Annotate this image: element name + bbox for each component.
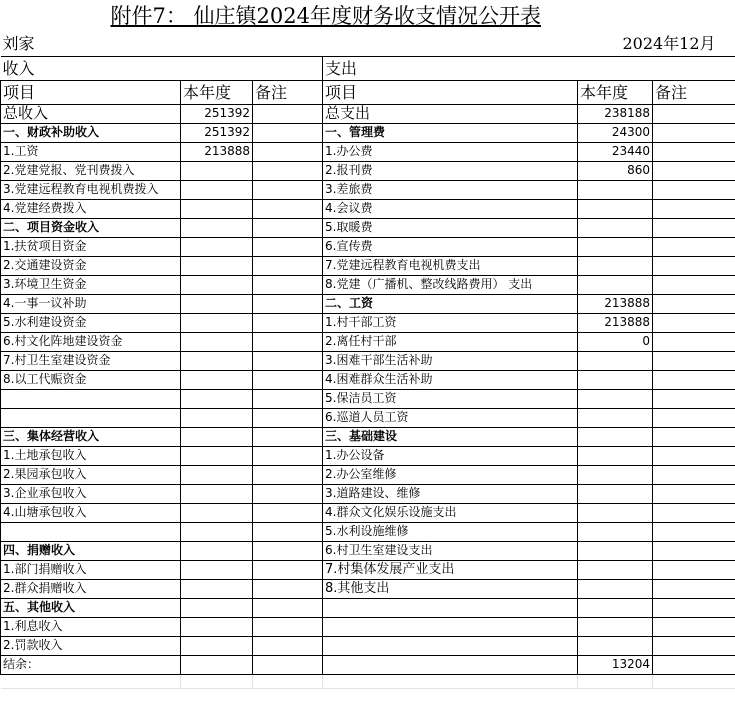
income-amount-cell [181, 560, 253, 579]
expense-note-cell [653, 617, 735, 636]
income-note-cell [253, 218, 323, 237]
expense-amount-cell [578, 598, 653, 617]
table-row [1, 256, 735, 275]
income-note-cell [253, 522, 323, 541]
expense-item-cell: 5.取暖费 [323, 218, 578, 237]
income-item-cell: 3.党建远程教育电视机费拨入 [1, 180, 181, 199]
table-row [1, 142, 735, 161]
expense-amount-cell [578, 427, 653, 446]
income-section-header: 收入 [1, 56, 323, 80]
empty-grid-cell [653, 674, 735, 688]
table-row [1, 484, 735, 503]
income-item-cell: 总收入 [1, 104, 181, 123]
table-row [1, 408, 735, 427]
table-row [1, 503, 735, 522]
table-row [1, 522, 735, 541]
income-item-cell: 1.土地承包收入 [1, 446, 181, 465]
income-item-cell: 5.水利建设资金 [1, 313, 181, 332]
income-amount-cell [181, 199, 253, 218]
expense-amount-cell: 213888 [578, 294, 653, 313]
expense-amount-cell [578, 180, 653, 199]
expense-note-cell [653, 294, 735, 313]
expense-note-cell [653, 465, 735, 484]
income-item-cell: 四、捐赠收入 [1, 541, 181, 560]
table-row [1, 180, 735, 199]
income-amount-cell [181, 218, 253, 237]
expense-amount-column-header: 本年度 [578, 80, 653, 104]
expense-note-cell [653, 636, 735, 655]
expense-item-cell: 2.报刊费 [323, 161, 578, 180]
expense-note-cell [653, 123, 735, 142]
expense-amount-cell: 23440 [578, 142, 653, 161]
empty-grid-cell [578, 674, 653, 688]
table-row [1, 541, 735, 560]
expense-note-cell [653, 237, 735, 256]
expense-note-cell [653, 503, 735, 522]
expense-amount-cell: 213888 [578, 313, 653, 332]
expense-item-cell: 3.差旅费 [323, 180, 578, 199]
expense-amount-cell [578, 617, 653, 636]
income-item-cell: 1.部门捐赠收入 [1, 560, 181, 579]
table-row [1, 161, 735, 180]
expense-note-cell [653, 484, 735, 503]
income-note-cell [253, 294, 323, 313]
income-amount-cell [181, 598, 253, 617]
income-item-cell: 2.党建党报、党刊费拨入 [1, 161, 181, 180]
expense-item-cell: 8.其他支出 [323, 579, 578, 598]
income-item-cell: 结余： [1, 655, 181, 674]
income-item-cell: 2.罚款收入 [1, 636, 181, 655]
village-name: 刘家 [2, 34, 35, 54]
expense-amount-cell [578, 446, 653, 465]
income-note-cell [253, 598, 323, 617]
table-row [1, 332, 735, 351]
income-note-cell [253, 199, 323, 218]
income-item-cell: 1.扶贫项目资金 [1, 237, 181, 256]
income-amount-cell [181, 408, 253, 427]
expense-item-cell: 1.办公费 [323, 142, 578, 161]
expense-item-cell: 2.办公室维修 [323, 465, 578, 484]
table-row [1, 389, 735, 408]
table-row [1, 598, 735, 617]
income-note-cell [253, 503, 323, 522]
income-amount-cell [181, 161, 253, 180]
expense-item-cell: 7.党建远程教育电视机费支出 [323, 256, 578, 275]
expense-item-cell: 4.困难群众生活补助 [323, 370, 578, 389]
expense-item-cell [323, 655, 578, 674]
income-amount-cell [181, 256, 253, 275]
income-note-cell [253, 541, 323, 560]
expense-item-cell: 2.离任村干部 [323, 332, 578, 351]
income-amount-cell [181, 579, 253, 598]
expense-note-cell [653, 370, 735, 389]
expense-item-cell: 4.会议费 [323, 199, 578, 218]
expense-note-cell [653, 389, 735, 408]
expense-amount-cell: 13204 [578, 655, 653, 674]
table-row [1, 465, 735, 484]
expense-item-cell: 二、工资 [323, 294, 578, 313]
income-amount-cell [181, 617, 253, 636]
expense-note-cell [653, 655, 735, 674]
expense-item-cell: 6.巡道人员工资 [323, 408, 578, 427]
income-item-cell: 1.工资 [1, 142, 181, 161]
expense-amount-cell [578, 351, 653, 370]
income-item-cell [1, 389, 181, 408]
income-amount-cell [181, 484, 253, 503]
income-item-cell: 2.群众捐赠收入 [1, 579, 181, 598]
expense-item-cell: 3.困难干部生活补助 [323, 351, 578, 370]
page-title: 附件7： 仙庄镇2024年度财务收支情况公开表 [110, 4, 541, 28]
empty-grid-cell [323, 674, 578, 688]
table-row [1, 218, 735, 237]
expense-note-cell [653, 446, 735, 465]
expense-amount-cell [578, 199, 653, 218]
income-item-cell: 7.村卫生室建设资金 [1, 351, 181, 370]
income-item-cell: 4.一事一议补助 [1, 294, 181, 313]
expense-note-cell [653, 332, 735, 351]
income-item-cell [1, 408, 181, 427]
income-note-cell [253, 560, 323, 579]
income-item-cell: 4.山塘承包收入 [1, 503, 181, 522]
table-row [1, 199, 735, 218]
expense-item-column-header: 项目 [323, 80, 578, 104]
expense-note-cell [653, 161, 735, 180]
expense-note-cell [653, 560, 735, 579]
income-amount-cell: 251392 [181, 123, 253, 142]
expense-note-cell [653, 427, 735, 446]
income-note-cell [253, 370, 323, 389]
income-note-cell [253, 104, 323, 123]
income-note-cell [253, 465, 323, 484]
expense-note-cell [653, 408, 735, 427]
expense-item-cell: 4.群众文化娱乐设施支出 [323, 503, 578, 522]
expense-amount-cell [578, 579, 653, 598]
expense-amount-cell [578, 256, 653, 275]
table-row [1, 427, 735, 446]
income-amount-cell [181, 275, 253, 294]
income-amount-cell [181, 351, 253, 370]
expense-amount-cell: 0 [578, 332, 653, 351]
empty-grid-cell [253, 674, 323, 688]
income-amount-cell [181, 237, 253, 256]
expense-amount-cell [578, 484, 653, 503]
income-note-cell [253, 256, 323, 275]
income-amount-cell [181, 465, 253, 484]
expense-item-cell: 3.道路建设、维修 [323, 484, 578, 503]
expense-item-cell: 5.保洁员工资 [323, 389, 578, 408]
expense-note-cell [653, 522, 735, 541]
expense-item-cell: 一、管理费 [323, 123, 578, 142]
expense-note-cell [653, 180, 735, 199]
table-row [1, 237, 735, 256]
income-note-cell [253, 123, 323, 142]
income-item-cell: 3.企业承包收入 [1, 484, 181, 503]
table-row [1, 313, 735, 332]
expense-amount-cell [578, 503, 653, 522]
income-item-cell: 二、项目资金收入 [1, 218, 181, 237]
expense-amount-cell [578, 275, 653, 294]
income-amount-cell [181, 522, 253, 541]
income-note-cell [253, 237, 323, 256]
income-item-cell: 4.党建经费拨入 [1, 199, 181, 218]
income-amount-cell: 213888 [181, 142, 253, 161]
income-note-cell [253, 332, 323, 351]
income-item-cell: 2.交通建设资金 [1, 256, 181, 275]
income-amount-cell [181, 389, 253, 408]
expense-amount-cell [578, 370, 653, 389]
income-amount-cell [181, 636, 253, 655]
table-row [1, 655, 735, 674]
income-note-cell [253, 579, 323, 598]
table-row [1, 275, 735, 294]
table-row [1, 446, 735, 465]
income-note-cell [253, 180, 323, 199]
income-note-cell [253, 484, 323, 503]
expense-amount-cell: 860 [578, 161, 653, 180]
expense-section-header: 支出 [323, 56, 735, 80]
empty-grid-cell [181, 674, 253, 688]
expense-item-cell: 5.水利设施维修 [323, 522, 578, 541]
expense-amount-cell: 24300 [578, 123, 653, 142]
income-amount-cell: 251392 [181, 104, 253, 123]
income-amount-cell [181, 313, 253, 332]
income-amount-cell [181, 427, 253, 446]
expense-amount-cell [578, 636, 653, 655]
table-row [1, 560, 735, 579]
income-amount-cell [181, 294, 253, 313]
income-amount-cell [181, 503, 253, 522]
table-row [1, 123, 735, 142]
report-period: 2024年12月 [622, 34, 716, 54]
income-item-cell: 2.果园承包收入 [1, 465, 181, 484]
expense-amount-cell [578, 389, 653, 408]
expense-item-cell: 1.村干部工资 [323, 313, 578, 332]
expense-item-cell: 7.村集体发展产业支出 [323, 560, 578, 579]
table-row [1, 370, 735, 389]
income-note-cell [253, 161, 323, 180]
income-item-cell: 3.环境卫生资金 [1, 275, 181, 294]
income-note-cell [253, 313, 323, 332]
expense-note-cell [653, 199, 735, 218]
table-row [1, 579, 735, 598]
income-amount-cell [181, 446, 253, 465]
expense-item-cell: 总支出 [323, 104, 578, 123]
expense-amount-cell: 238188 [578, 104, 653, 123]
expense-amount-cell [578, 522, 653, 541]
table-row [1, 104, 735, 123]
expense-item-cell: 8.党建（广播机、整改线路费用） 支出 [323, 275, 578, 294]
income-item-cell: 一、财政补助收入 [1, 123, 181, 142]
expense-amount-cell [578, 560, 653, 579]
expense-item-cell: 1.办公设备 [323, 446, 578, 465]
empty-grid-cell [1, 674, 181, 688]
expense-item-cell [323, 636, 578, 655]
expense-note-cell [653, 256, 735, 275]
expense-amount-cell [578, 408, 653, 427]
income-note-cell [253, 655, 323, 674]
table-row [1, 617, 735, 636]
expense-note-cell [653, 275, 735, 294]
expense-note-cell [653, 142, 735, 161]
income-note-cell [253, 389, 323, 408]
table-row [1, 294, 735, 313]
income-amount-column-header: 本年度 [181, 80, 253, 104]
income-item-cell: 6.村文化阵地建设资金 [1, 332, 181, 351]
income-item-cell: 8.以工代赈资金 [1, 370, 181, 389]
income-item-column-header: 项目 [1, 80, 181, 104]
expense-note-cell [653, 313, 735, 332]
table-row [1, 636, 735, 655]
income-amount-cell [181, 655, 253, 674]
income-amount-cell [181, 541, 253, 560]
income-note-column-header: 备注 [253, 80, 323, 104]
income-note-cell [253, 275, 323, 294]
table-row [1, 351, 735, 370]
expense-amount-cell [578, 541, 653, 560]
expense-note-cell [653, 104, 735, 123]
expense-note-cell [653, 218, 735, 237]
expense-item-cell: 6.村卫生室建设支出 [323, 541, 578, 560]
income-amount-cell [181, 332, 253, 351]
income-note-cell [253, 446, 323, 465]
income-item-cell: 五、其他收入 [1, 598, 181, 617]
expense-item-cell [323, 617, 578, 636]
income-amount-cell [181, 370, 253, 389]
income-note-cell [253, 142, 323, 161]
expense-amount-cell [578, 465, 653, 484]
income-note-cell [253, 427, 323, 446]
income-item-cell: 三、集体经营收入 [1, 427, 181, 446]
expense-note-cell [653, 598, 735, 617]
income-note-cell [253, 636, 323, 655]
income-item-cell: 1.利息收入 [1, 617, 181, 636]
income-item-cell [1, 522, 181, 541]
expense-note-cell [653, 541, 735, 560]
expense-item-cell: 6.宣传费 [323, 237, 578, 256]
expense-amount-cell [578, 218, 653, 237]
income-amount-cell [181, 180, 253, 199]
expense-item-cell [323, 598, 578, 617]
income-note-cell [253, 617, 323, 636]
expense-item-cell: 三、基础建设 [323, 427, 578, 446]
expense-note-column-header: 备注 [653, 80, 735, 104]
expense-note-cell [653, 579, 735, 598]
expense-note-cell [653, 351, 735, 370]
income-note-cell [253, 351, 323, 370]
expense-amount-cell [578, 237, 653, 256]
income-note-cell [253, 408, 323, 427]
